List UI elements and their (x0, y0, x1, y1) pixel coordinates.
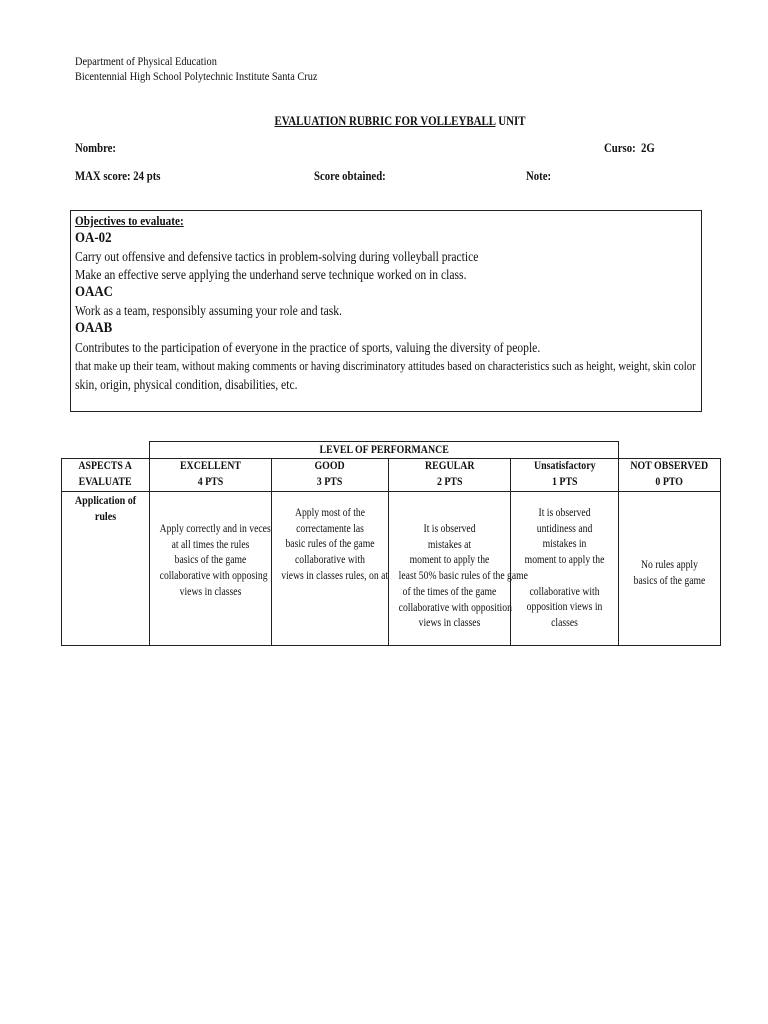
good-cell: Apply most of the correctamente las basic rules of the game collaborative with views in classes rules, on at (272, 492, 389, 646)
column-header-row (62, 459, 721, 492)
objectives-heading: Objectives to evaluate: (75, 213, 184, 228)
curso-label: Curso: (604, 141, 636, 155)
oa02-code: OA-02 (75, 230, 112, 246)
note-label: Note: (526, 169, 552, 183)
regular-cell: It is observed mistakes at moment to apply the least 50% basic rules of the game of the times of the game collaborative with opposition views in classes (389, 492, 511, 646)
max-score: MAX score: 24 pts (75, 169, 161, 183)
oaab-line-3: skin, origin, physical condition, disabilities, etc. (75, 377, 298, 392)
school-name: Bicentennial High School Polytechnic Institute Santa Cruz (75, 69, 318, 83)
blank-corner-right (619, 442, 721, 459)
rubric-row-application-of-rules (62, 492, 721, 646)
rubric-table (61, 441, 721, 646)
nombre-label: Nombre: (75, 141, 117, 155)
good-header: GOOD 3 PTS (272, 459, 389, 492)
oa02-line-2: Make an effective serve applying the underhand serve technique worked on in class. (75, 267, 467, 282)
oaab-line-2: that make up their team, without making comments or having discriminatory attitudes based on characteristics such as height, weight, skin color (75, 359, 696, 373)
score-obtained-label: Score obtained: (314, 169, 386, 183)
oaac-line-1: Work as a team, responsibly assuming your role and task. (75, 303, 343, 318)
document-title (64, 113, 736, 129)
regular-header: REGULAR 2 PTS (389, 459, 511, 492)
unsatisfactory-cell: It is observed untidiness and mistakes in moment to apply the collaborative with opposition views in classes (511, 492, 619, 646)
curso-field (604, 141, 655, 156)
oaab-code: OAAB (75, 320, 113, 336)
blank-corner (62, 442, 150, 459)
excellent-cell: Apply correctly and in veces at all times the rules basics of the game collaborative with opposing views in classes (150, 492, 272, 646)
department-name: Department of Physical Education (75, 54, 217, 68)
curso-value: 2G (641, 141, 655, 155)
oaac-code: OAAC (75, 284, 113, 300)
level-header-row (62, 442, 721, 459)
not-observed-cell: No rules apply basics of the game (619, 492, 721, 646)
oa02-line-1: Carry out offensive and defensive tactics in problem-solving during volleyball practice (75, 249, 479, 264)
unsatisfactory-header: Unsatisfactory 1 PTS (511, 459, 619, 492)
excellent-header: EXCELLENT 4 PTS (150, 459, 272, 492)
level-of-performance-header: LEVEL OF PERFORMANCE (150, 442, 619, 459)
aspects-header: ASPECTS A EVALUATE (62, 459, 150, 492)
title-rest: UNIT (495, 113, 526, 128)
aspect-cell: Application of rules (62, 492, 150, 646)
oaab-line-1: Contributes to the participation of everyone in the practice of sports, valuing the diversity of people. (75, 340, 541, 355)
title-underlined: EVALUATION RUBRIC FOR VOLLEYBALL (274, 113, 496, 128)
objectives-box (70, 210, 702, 412)
not-observed-header: NOT OBSERVED 0 PTO (619, 459, 721, 492)
